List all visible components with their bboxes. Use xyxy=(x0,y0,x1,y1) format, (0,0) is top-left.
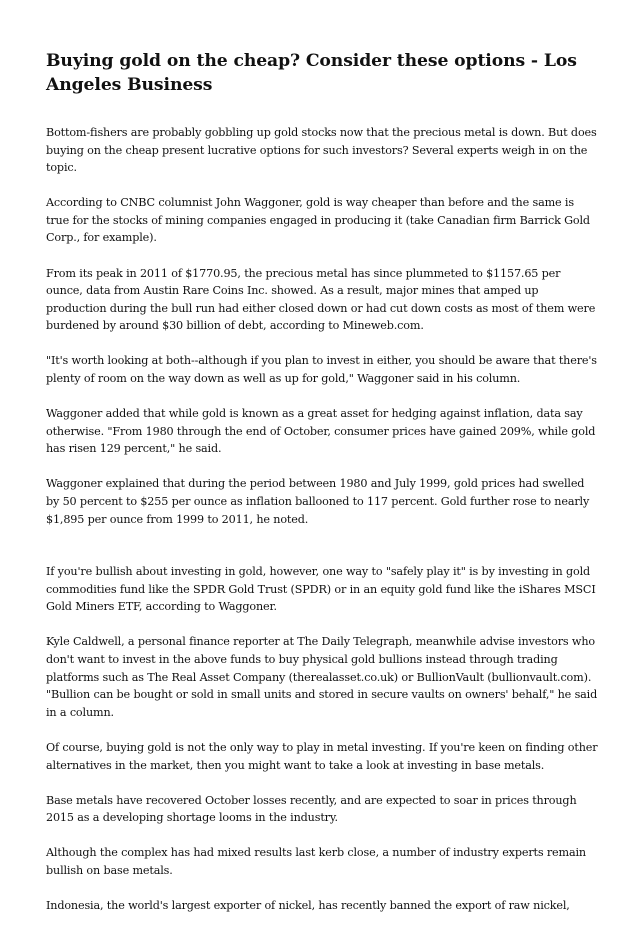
paragraph-funds: If you're bullish about investing in gold, however, one way to "safely play it" is by investing in gold commodities fund like the SPDR Gold Trust (SPDR) or in an equity gold fund like the iShares MSCI Gold Miners ETF, according to Waggoner. xyxy=(46,565,596,614)
article-title: Buying gold on the cheap? Consider these options - Los Angeles Business xyxy=(46,51,577,95)
paragraph-intro: Bottom-fishers are probably gobbling up gold stocks now that the precious metal is down. But does buying on the cheap present lucrative options for such investors? Several experts weigh in on the topic. xyxy=(46,126,597,175)
paragraph-base-metals-recovery: Base metals have recovered October losses recently, and are expected to soar in prices through 2015 as a developing shortage looms in the industry. xyxy=(46,793,577,825)
paragraph-inflation: Waggoner added that while gold is known as a great asset for hedging against inflation, data say otherwise. "From 1980 through the end of October, consumer prices have gained 209%, while gold has risen 129 percent," he said. xyxy=(46,407,596,456)
paragraph-caldwell: Kyle Caldwell, a personal finance reporter at The Daily Telegraph, meanwhile advise investors who don't want to invest in the above funds to buy physical gold bullions instead through trading platforms such as The Real Asset Company (therealasset.co.uk) or BullionVault (bullionvault.com). "Bullion can be bought or sold in small units and stored in secure vaults on owners' behalf," he said in a column. xyxy=(46,635,598,719)
document-page xyxy=(46,49,598,932)
paragraph-indonesia: Indonesia, the world's largest exporter of nickel, has recently banned the export of raw nickel, xyxy=(46,899,570,912)
paragraph-kerb-close: Although the complex has had mixed results last kerb close, a number of industry experts remain bullish on base metals. xyxy=(46,846,586,877)
paragraph-peak: From its peak in 2011 of $1770.95, the precious metal has since plummeted to $1157.65 per ounce, data from Austin Rare Coins Inc. showed. As a result, major mines that amped up production during the bull run had either closed down or had cut down costs as most of them were burdened by around $30 billion of debt, according to Mineweb.com. xyxy=(46,266,596,333)
paragraph-history: Waggoner explained that during the period between 1980 and July 1999, gold prices had swelled by 50 percent to $255 per ounce as inflation ballooned to 117 percent. Gold further rose to nearly $1,895 per ounce from 1999 to 2011, he noted. xyxy=(46,477,590,526)
blank-gap xyxy=(46,546,598,564)
paragraph-quote: "It's worth looking at both--although if you plan to invest in either, you should be aware that there's plenty of room on the way down as well as up for gold," Waggoner said in his column. xyxy=(46,354,597,386)
paragraph-base-metals-intro: Of course, buying gold is not the only way to play in metal investing. If you're keen on finding other alternatives in the market, then you might want to take a look at investing in base metals. xyxy=(46,740,598,772)
paragraph-cnbc: According to CNBC columnist John Waggoner, gold is way cheaper than before and the same is true for the stocks of mining companies engaged in producing it (take Canadian firm Barrick Gold Corp., for example). xyxy=(46,196,590,245)
